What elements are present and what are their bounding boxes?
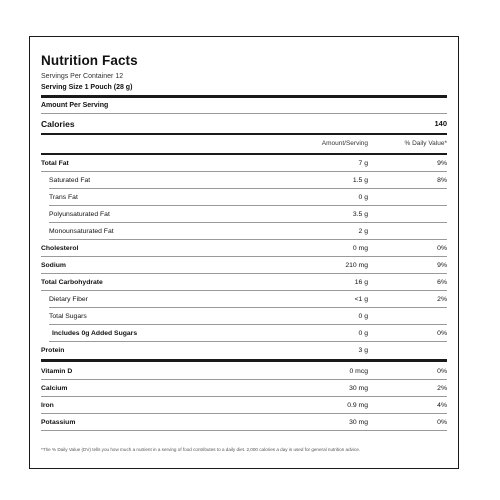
- nutrient-amount: 2 g: [358, 228, 368, 235]
- nutrient-row: [41, 308, 447, 325]
- serving-size: Serving Size 1 Pouch (28 g): [41, 84, 133, 91]
- nutrient-daily-value: 8%: [437, 177, 447, 184]
- nutrient-amount: 3.5 g: [352, 211, 368, 218]
- nutrient-name: Saturated Fat: [49, 177, 91, 184]
- divider: [41, 113, 447, 114]
- calories-value: 140: [434, 119, 447, 128]
- nutrient-row: [41, 206, 447, 223]
- nutrient-amount: 16 g: [354, 279, 368, 286]
- vitamin-amount: 30 mg: [349, 385, 368, 392]
- vitamin-name: Potassium: [41, 419, 76, 426]
- vitamin-daily-value: 4%: [437, 402, 447, 409]
- nutrient-name: Total Fat: [41, 160, 69, 167]
- nutrient-row: [41, 172, 447, 189]
- nutrient-amount: 3 g: [358, 347, 368, 354]
- nutrient-name: Dietary Fiber: [49, 296, 88, 303]
- nutrient-row: [41, 274, 447, 291]
- nutrient-name: Cholesterol: [41, 245, 79, 252]
- nutrient-amount: 210 mg: [345, 262, 368, 269]
- column-header-amount: Amount/Serving: [321, 140, 368, 147]
- calories-label: Calories: [41, 119, 75, 129]
- nutrient-name: Monounsaturated Fat: [49, 228, 114, 235]
- nutrient-amount: 1.5 g: [352, 177, 368, 184]
- nutrient-row: [41, 240, 447, 257]
- nutrient-daily-value: 9%: [437, 160, 447, 167]
- nutrient-amount: 0 g: [358, 330, 368, 337]
- nutrient-amount: 7 g: [358, 160, 368, 167]
- vitamin-row: [41, 414, 447, 431]
- vitamin-name: Iron: [41, 402, 54, 409]
- servings-per-container: Servings Per Container 12: [41, 73, 124, 80]
- vitamin-daily-value: 0%: [437, 368, 447, 375]
- nutrient-name: Polyunsaturated Fat: [49, 211, 110, 218]
- nutrient-daily-value: 0%: [437, 330, 447, 337]
- nutrient-amount: <1 g: [354, 296, 368, 303]
- nutrient-row: [41, 291, 447, 308]
- nutrient-row: [41, 257, 447, 274]
- divider-medium: [41, 133, 447, 135]
- nutrient-daily-value: 0%: [437, 245, 447, 252]
- amount-per-serving: Amount Per Serving: [41, 102, 109, 109]
- nutrient-name: Protein: [41, 347, 65, 354]
- nutrition-facts-label: [29, 36, 459, 469]
- vitamin-row: [41, 363, 447, 380]
- divider-thick: [41, 359, 447, 362]
- nutrient-name: Total Sugars: [49, 313, 87, 320]
- footnote: *The % Daily Value (DV) tells you how much a nutrient in a serving of food contributes to a daily diet. 2,000 calories a day is used for general nutrition advice.: [41, 447, 361, 452]
- nutrient-name: Total Carbohydrate: [41, 279, 103, 286]
- nutrient-row: [41, 189, 447, 206]
- vitamin-daily-value: 0%: [437, 419, 447, 426]
- nutrient-row: [41, 342, 447, 359]
- nutrient-amount: 0 g: [358, 194, 368, 201]
- label-title: Nutrition Facts: [41, 53, 138, 68]
- nutrient-name: Sodium: [41, 262, 66, 269]
- vitamin-amount: 30 mg: [349, 419, 368, 426]
- vitamin-name: Vitamin D: [41, 368, 73, 375]
- nutrient-daily-value: 2%: [437, 296, 447, 303]
- vitamin-daily-value: 2%: [437, 385, 447, 392]
- nutrient-name: Trans Fat: [49, 194, 78, 201]
- divider-thick: [41, 95, 447, 98]
- nutrient-amount: 0 mg: [352, 245, 368, 252]
- vitamin-row: [41, 397, 447, 414]
- vitamin-amount: 0.9 mg: [347, 402, 368, 409]
- vitamin-amount: 0 mcg: [349, 368, 368, 375]
- nutrient-row: [41, 155, 447, 172]
- nutrient-daily-value: 6%: [437, 279, 447, 286]
- nutrient-daily-value: 9%: [437, 262, 447, 269]
- row-divider: [41, 430, 447, 431]
- nutrient-row: [41, 325, 447, 342]
- nutrient-amount: 0 g: [358, 313, 368, 320]
- column-header-daily-value: % Daily Value*: [404, 140, 447, 147]
- nutrient-name: Includes 0g Added Sugars: [52, 330, 138, 337]
- nutrient-row: [41, 223, 447, 240]
- vitamin-row: [41, 380, 447, 397]
- vitamin-name: Calcium: [41, 385, 68, 392]
